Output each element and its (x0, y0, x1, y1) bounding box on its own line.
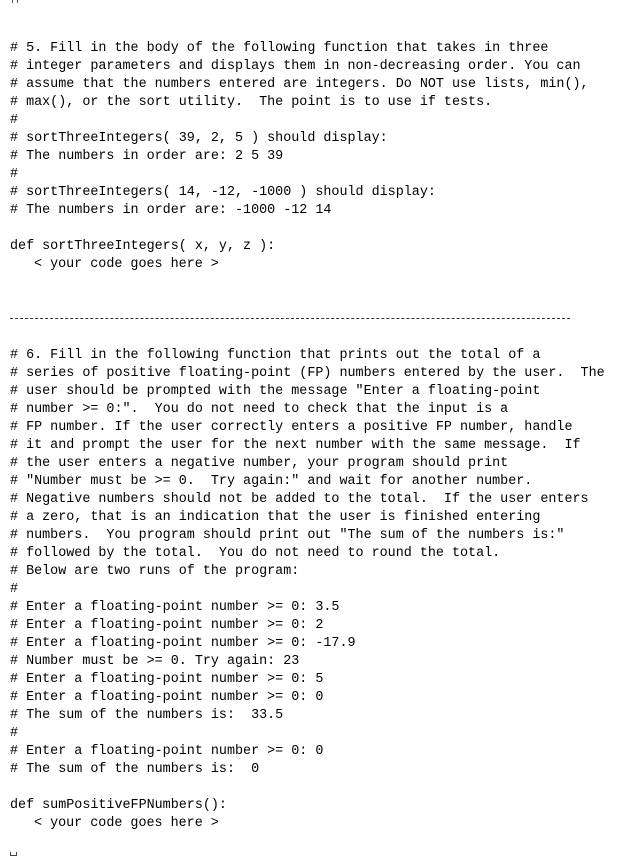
comment-line: # user should be prompted with the message "Enter a floating-point (10, 384, 541, 399)
comment-line: # 5. Fill in the body of the following function that takes in three (10, 41, 549, 56)
comment-line: # Number must be >= 0. Try again: 23 (10, 654, 300, 669)
comment-line: # Below are two runs of the program: (10, 564, 300, 579)
comment-line: # numbers. You program should print out "The sum of the numbers is:" (10, 528, 565, 543)
comment-line: # max(), or the sort utility. The point is to use if tests. (10, 95, 493, 110)
comment-line: # assume that the numbers entered are integers. Do NOT use lists, min(), (10, 77, 589, 92)
blank-line (10, 779, 638, 797)
comment-line: # followed by the total. You do not need to round the total. (10, 546, 501, 561)
comment-line: # integer parameters and displays them in non-decreasing order. You can (10, 59, 581, 74)
problem-6-comment-block (10, 347, 638, 779)
comment-line: # Enter a floating-point number >= 0: -17.9 (10, 636, 356, 651)
code-placeholder: < your code goes here > (34, 257, 219, 272)
comment-line: # number >= 0:". You do not need to check that the input is a (10, 402, 509, 417)
comment-line: # the user enters a negative number, your program should print (10, 456, 509, 471)
comment-line: # (10, 167, 19, 182)
comment-line: # it and prompt the user for the next number with the same message. If (10, 438, 581, 453)
comment-line: # Enter a floating-point number >= 0: 5 (10, 672, 324, 687)
top-edge-mark (12, 0, 18, 3)
function-definition: def sumPositiveFPNumbers(): (10, 798, 227, 813)
comment-line: # series of positive floating-point (FP) numbers entered by the user. The (10, 366, 605, 381)
section-divider (10, 318, 570, 320)
comment-line: # Enter a floating-point number >= 0: 0 (10, 690, 324, 705)
comment-line: # 6. Fill in the following function that prints out the total of a (10, 348, 541, 363)
comment-line: # The sum of the numbers is: 33.5 (10, 708, 284, 723)
problem-5-section (10, 40, 638, 274)
code-placeholder: < your code goes here > (34, 816, 219, 831)
comment-line: # (10, 582, 19, 597)
comment-line: # (10, 113, 19, 128)
comment-line: # sortThreeIntegers( 14, -12, -1000 ) should display: (10, 185, 436, 200)
comment-line: # FP number. If the user correctly enters a positive FP number, handle (10, 420, 573, 435)
comment-line: # Enter a floating-point number >= 0: 2 (10, 618, 324, 633)
comment-line: # The sum of the numbers is: 0 (10, 762, 260, 777)
comment-line: # The numbers in order are: 2 5 39 (10, 149, 284, 164)
comment-line: # (10, 726, 19, 741)
problem-5-comment-block (10, 40, 638, 220)
blank-line (10, 292, 638, 310)
document-body (10, 40, 638, 833)
comment-line: # sortThreeIntegers( 39, 2, 5 ) should display: (10, 131, 388, 146)
blank-line (10, 274, 638, 292)
comment-line: # Enter a floating-point number >= 0: 3.5 (10, 600, 340, 615)
comment-line: # Enter a floating-point number >= 0: 0 (10, 744, 324, 759)
blank-line (10, 220, 638, 238)
comment-line: # Negative numbers should not be added to the total. If the user enters (10, 492, 589, 507)
problem-6-section (10, 347, 638, 833)
comment-line: # The numbers in order are: -1000 -12 14 (10, 203, 332, 218)
comment-line: # "Number must be >= 0. Try again:" and wait for another number. (10, 474, 533, 489)
bottom-edge-mark (10, 852, 17, 856)
function-definition: def sortThreeIntegers( x, y, z ): (10, 239, 276, 254)
comment-line: # a zero, that is an indication that the user is finished entering (10, 510, 541, 525)
